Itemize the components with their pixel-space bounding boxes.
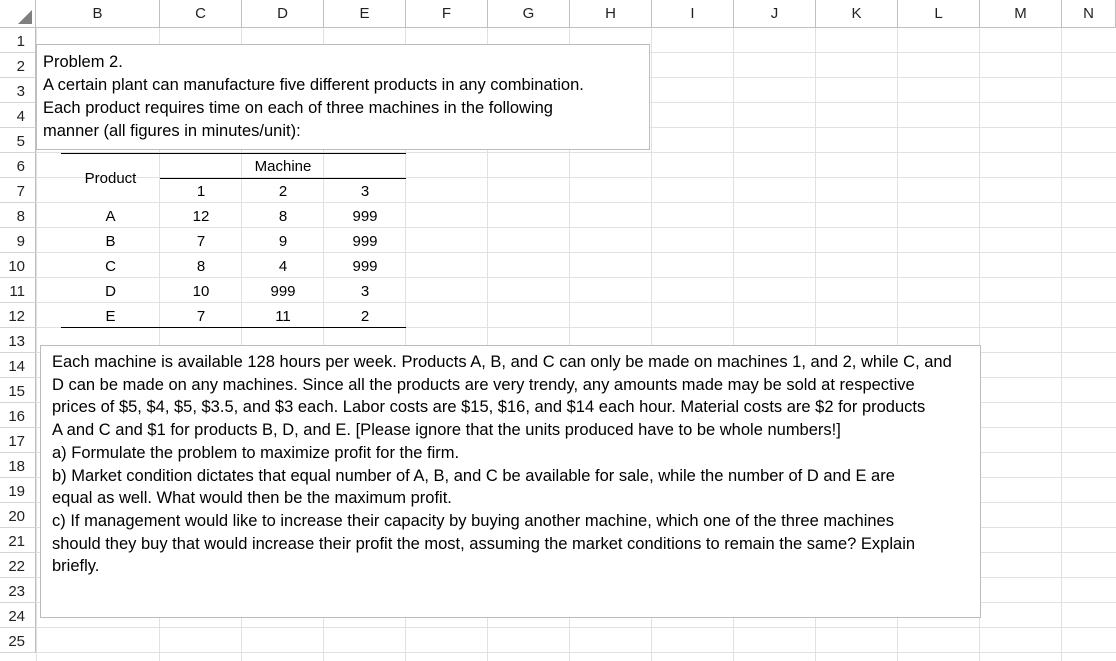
column-header-d[interactable]: D bbox=[242, 0, 324, 28]
product-header[interactable]: Product bbox=[84, 170, 137, 187]
row-header-16[interactable]: 16 bbox=[0, 403, 36, 428]
machine-header[interactable]: Machine bbox=[254, 157, 312, 175]
column-header-f[interactable]: F bbox=[406, 0, 488, 28]
product-cell[interactable]: C bbox=[105, 257, 116, 275]
machine-number[interactable]: 3 bbox=[360, 182, 370, 200]
table-cell[interactable]: 9 bbox=[278, 232, 288, 250]
column-header-h[interactable]: H bbox=[570, 0, 652, 28]
gridline bbox=[36, 652, 1116, 653]
row-header-15[interactable]: 15 bbox=[0, 378, 36, 403]
question-line: briefly. bbox=[52, 557, 100, 576]
row-header-7[interactable]: 7 bbox=[0, 178, 36, 203]
row-header-12[interactable]: 12 bbox=[0, 303, 36, 328]
row-header-5[interactable]: 5 bbox=[0, 128, 36, 153]
row-header-18[interactable]: 18 bbox=[0, 453, 36, 478]
problem-line: Each product requires time on each of three machines in the following bbox=[43, 99, 553, 117]
row-header-17[interactable]: 17 bbox=[0, 428, 36, 453]
problem-line: manner (all figures in minutes/unit): bbox=[43, 122, 301, 140]
table-cell[interactable]: 999 bbox=[352, 232, 378, 250]
row-header-21[interactable]: 21 bbox=[0, 528, 36, 553]
table-cell[interactable]: 3 bbox=[360, 282, 370, 300]
column-header-k[interactable]: K bbox=[816, 0, 898, 28]
row-header-3[interactable]: 3 bbox=[0, 78, 36, 103]
table-cell[interactable]: 4 bbox=[278, 257, 288, 275]
product-cell[interactable]: D bbox=[105, 282, 116, 300]
column-header-n[interactable]: N bbox=[1062, 0, 1116, 28]
row-header-22[interactable]: 22 bbox=[0, 553, 36, 578]
column-header-e[interactable]: E bbox=[324, 0, 406, 28]
question-line: a) Formulate the problem to maximize profit for the firm. bbox=[52, 443, 460, 462]
product-cell[interactable]: E bbox=[105, 307, 116, 325]
row-header-25[interactable]: 25 bbox=[0, 628, 36, 653]
row-header-6[interactable]: 6 bbox=[0, 153, 36, 178]
column-header-c[interactable]: C bbox=[160, 0, 242, 28]
select-all-icon bbox=[18, 10, 32, 24]
table-cell[interactable]: 11 bbox=[275, 307, 291, 325]
gridline bbox=[36, 627, 1116, 628]
row-header-14[interactable]: 14 bbox=[0, 353, 36, 378]
question-line: b) Market condition dictates that equal number of A, B, and C be available for sale, while the number of D and E are bbox=[52, 466, 895, 485]
machine-number[interactable]: 2 bbox=[278, 182, 288, 200]
column-header-m[interactable]: M bbox=[980, 0, 1062, 28]
table-cell[interactable]: 7 bbox=[196, 307, 206, 325]
table-cell[interactable]: 12 bbox=[192, 207, 210, 225]
column-header-g[interactable]: G bbox=[488, 0, 570, 28]
table-cell[interactable]: 8 bbox=[196, 257, 206, 275]
table-cell[interactable]: 2 bbox=[360, 307, 370, 325]
question-line: D can be made on any machines. Since all the products are very trendy, any amounts made may be sold at respective bbox=[52, 375, 915, 394]
column-header-l[interactable]: L bbox=[898, 0, 980, 28]
column-header-j[interactable]: J bbox=[734, 0, 816, 28]
problem-text-box[interactable] bbox=[36, 44, 650, 150]
problem-line: Problem 2. bbox=[43, 53, 123, 71]
row-header-19[interactable]: 19 bbox=[0, 478, 36, 503]
row-header-4[interactable]: 4 bbox=[0, 103, 36, 128]
row-header-11[interactable]: 11 bbox=[0, 278, 36, 303]
table-cell[interactable]: 999 bbox=[352, 257, 378, 275]
question-line: equal as well. What would then be the maximum profit. bbox=[52, 489, 452, 508]
select-all-button[interactable] bbox=[0, 0, 36, 28]
column-header-b[interactable]: B bbox=[36, 0, 160, 28]
question-line: should they buy that would increase their profit the most, assuming the market conditions to remain the same? Explain bbox=[52, 534, 916, 553]
row-header-2[interactable]: 2 bbox=[0, 53, 36, 78]
question-line: A and C and $1 for products B, D, and E. [Please ignore that the units produced have to be whole numbers!] bbox=[52, 421, 841, 440]
product-cell[interactable]: B bbox=[105, 232, 116, 250]
table-cell[interactable]: 10 bbox=[192, 282, 210, 300]
question-line: c) If management would like to increase their capacity by buying another machine, which one of the three machines bbox=[52, 511, 894, 530]
gridline bbox=[1061, 28, 1062, 661]
row-header-24[interactable]: 24 bbox=[0, 603, 36, 628]
table-cell[interactable]: 999 bbox=[270, 282, 296, 300]
row-header-9[interactable]: 9 bbox=[0, 228, 36, 253]
question-line: Each machine is available 128 hours per week. Products A, B, and C can only be made on machines 1, and 2, while C, and bbox=[52, 353, 952, 371]
column-header-i[interactable]: I bbox=[652, 0, 734, 28]
row-header-8[interactable]: 8 bbox=[0, 203, 36, 228]
question-line: prices of $5, $4, $5, $3.5, and $3 each. Labor costs are $15, $16, and $14 each hour. Material costs are $2 for products bbox=[52, 398, 926, 417]
problem-line: A certain plant can manufacture five different products in any combination. bbox=[43, 76, 584, 94]
row-header-20[interactable]: 20 bbox=[0, 503, 36, 528]
table-cell[interactable]: 7 bbox=[196, 232, 206, 250]
product-cell[interactable]: A bbox=[105, 207, 116, 225]
table-cell[interactable]: 8 bbox=[278, 207, 288, 225]
row-header-13[interactable]: 13 bbox=[0, 328, 36, 353]
row-header-1[interactable]: 1 bbox=[0, 28, 36, 53]
machine-number[interactable]: 1 bbox=[196, 182, 206, 200]
question-text-box[interactable] bbox=[40, 345, 981, 618]
row-header-10[interactable]: 10 bbox=[0, 253, 36, 278]
row-header-23[interactable]: 23 bbox=[0, 578, 36, 603]
table-cell[interactable]: 999 bbox=[352, 207, 378, 225]
